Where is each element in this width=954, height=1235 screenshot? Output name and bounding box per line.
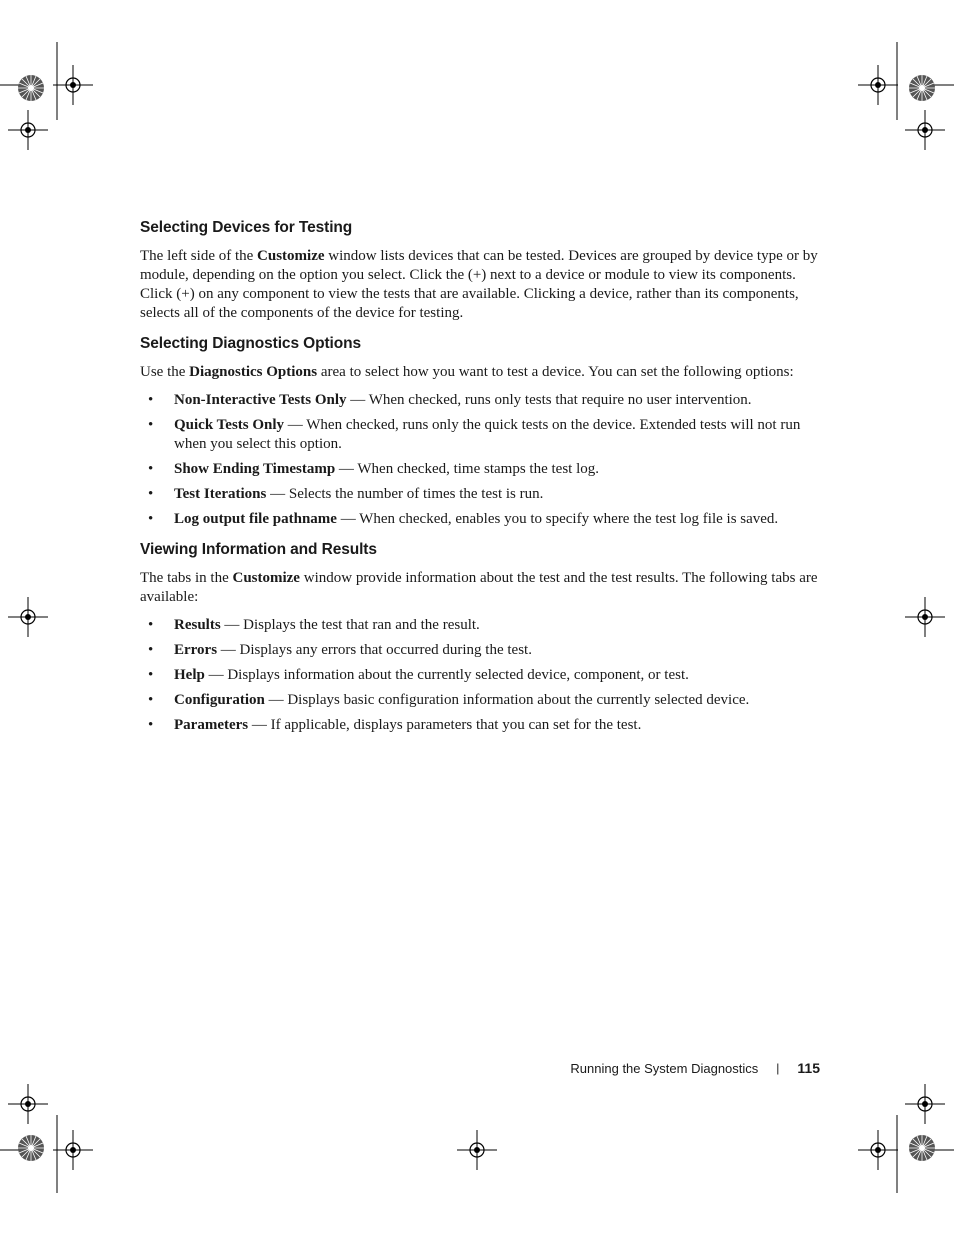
option-term: Configuration — [174, 692, 265, 708]
bullet-icon: • — [148, 417, 154, 433]
bullet-icon: • — [148, 461, 154, 477]
section — [140, 540, 820, 735]
option-term: Parameters — [174, 717, 249, 733]
option-description: — When checked, time stamps the test log. — [335, 461, 599, 477]
option-term: Non-Interactive Tests Only — [174, 392, 347, 408]
option-term: Test Iterations — [174, 486, 267, 502]
section — [140, 218, 820, 323]
section-heading: Selecting Diagnostics Options — [140, 335, 362, 352]
option-description: — When checked, runs only the quick tests on the device. Extended tests will not run when you select this option. — [174, 417, 801, 452]
paragraph-text: The left side of the — [140, 248, 258, 264]
section-paragraph — [140, 363, 820, 382]
list-item — [140, 391, 820, 410]
section-paragraph — [140, 569, 820, 607]
list-item — [140, 616, 820, 635]
option-term: Quick Tests Only — [174, 417, 285, 433]
bullet-icon: • — [148, 667, 154, 683]
list-item — [140, 510, 820, 529]
emphasized-term: Customize — [232, 570, 300, 586]
page-footer — [570, 1060, 820, 1076]
option-description: — When checked, runs only tests that require no user intervention. — [346, 392, 752, 408]
option-description: — When checked, enables you to specify where the test log file is saved. — [336, 511, 779, 527]
paragraph-text: Use the — [140, 364, 190, 380]
page-number: 115 — [797, 1060, 820, 1076]
list-item — [140, 460, 820, 479]
list-item — [140, 641, 820, 660]
list-item — [140, 716, 820, 735]
option-description: — Displays information about the currently selected device, component, or test. — [204, 667, 689, 683]
option-term: Results — [174, 617, 221, 633]
option-term: Show Ending Timestamp — [174, 461, 336, 477]
section-paragraph — [140, 247, 820, 323]
section — [140, 334, 820, 529]
bullet-icon: • — [148, 717, 154, 733]
bullet-icon: • — [148, 392, 154, 408]
option-description: — Selects the number of times the test is run. — [266, 486, 544, 502]
paragraph-text: window provide information about the test and the test results. The following tabs are available: — [140, 570, 818, 605]
option-term: Errors — [174, 642, 218, 658]
bullet-icon: • — [148, 486, 154, 502]
footer-separator: | — [776, 1061, 780, 1075]
bullet-list — [140, 391, 820, 529]
list-item — [140, 691, 820, 710]
emphasized-term: Customize — [257, 248, 325, 264]
list-item — [140, 416, 820, 454]
option-description: — Displays the test that ran and the result. — [220, 617, 480, 633]
page-content — [140, 218, 820, 746]
list-item — [140, 485, 820, 504]
bullet-icon: • — [148, 511, 154, 527]
bullet-icon: • — [148, 617, 154, 633]
section-heading: Selecting Devices for Testing — [140, 219, 353, 236]
footer-chapter-title: Running the System Diagnostics — [570, 1060, 759, 1076]
section-heading: Viewing Information and Results — [140, 541, 377, 558]
option-term: Log output file pathname — [174, 511, 337, 527]
paragraph-text: area to select how you want to test a device. You can set the following options: — [317, 364, 794, 380]
paragraph-text: window lists devices that can be tested. Devices are grouped by device type or by module, depending on the option you select. Click the (+) next to a device or module to view its components. Click (+) on any component to view the tests that are available. Clicking a device, rather than its components, selects all of the components of the device for testing. — [140, 248, 818, 321]
option-description: — Displays any errors that occurred during the test. — [217, 642, 532, 658]
option-description: — If applicable, displays parameters that you can set for the test. — [248, 717, 642, 733]
option-description: — Displays basic configuration information about the currently selected device. — [264, 692, 750, 708]
bullet-list — [140, 616, 820, 735]
bullet-icon: • — [148, 642, 154, 658]
option-term: Help — [174, 667, 205, 683]
bullet-icon: • — [148, 692, 154, 708]
list-item — [140, 666, 820, 685]
emphasized-term: Diagnostics Options — [189, 364, 318, 380]
paragraph-text: The tabs in the — [140, 570, 233, 586]
